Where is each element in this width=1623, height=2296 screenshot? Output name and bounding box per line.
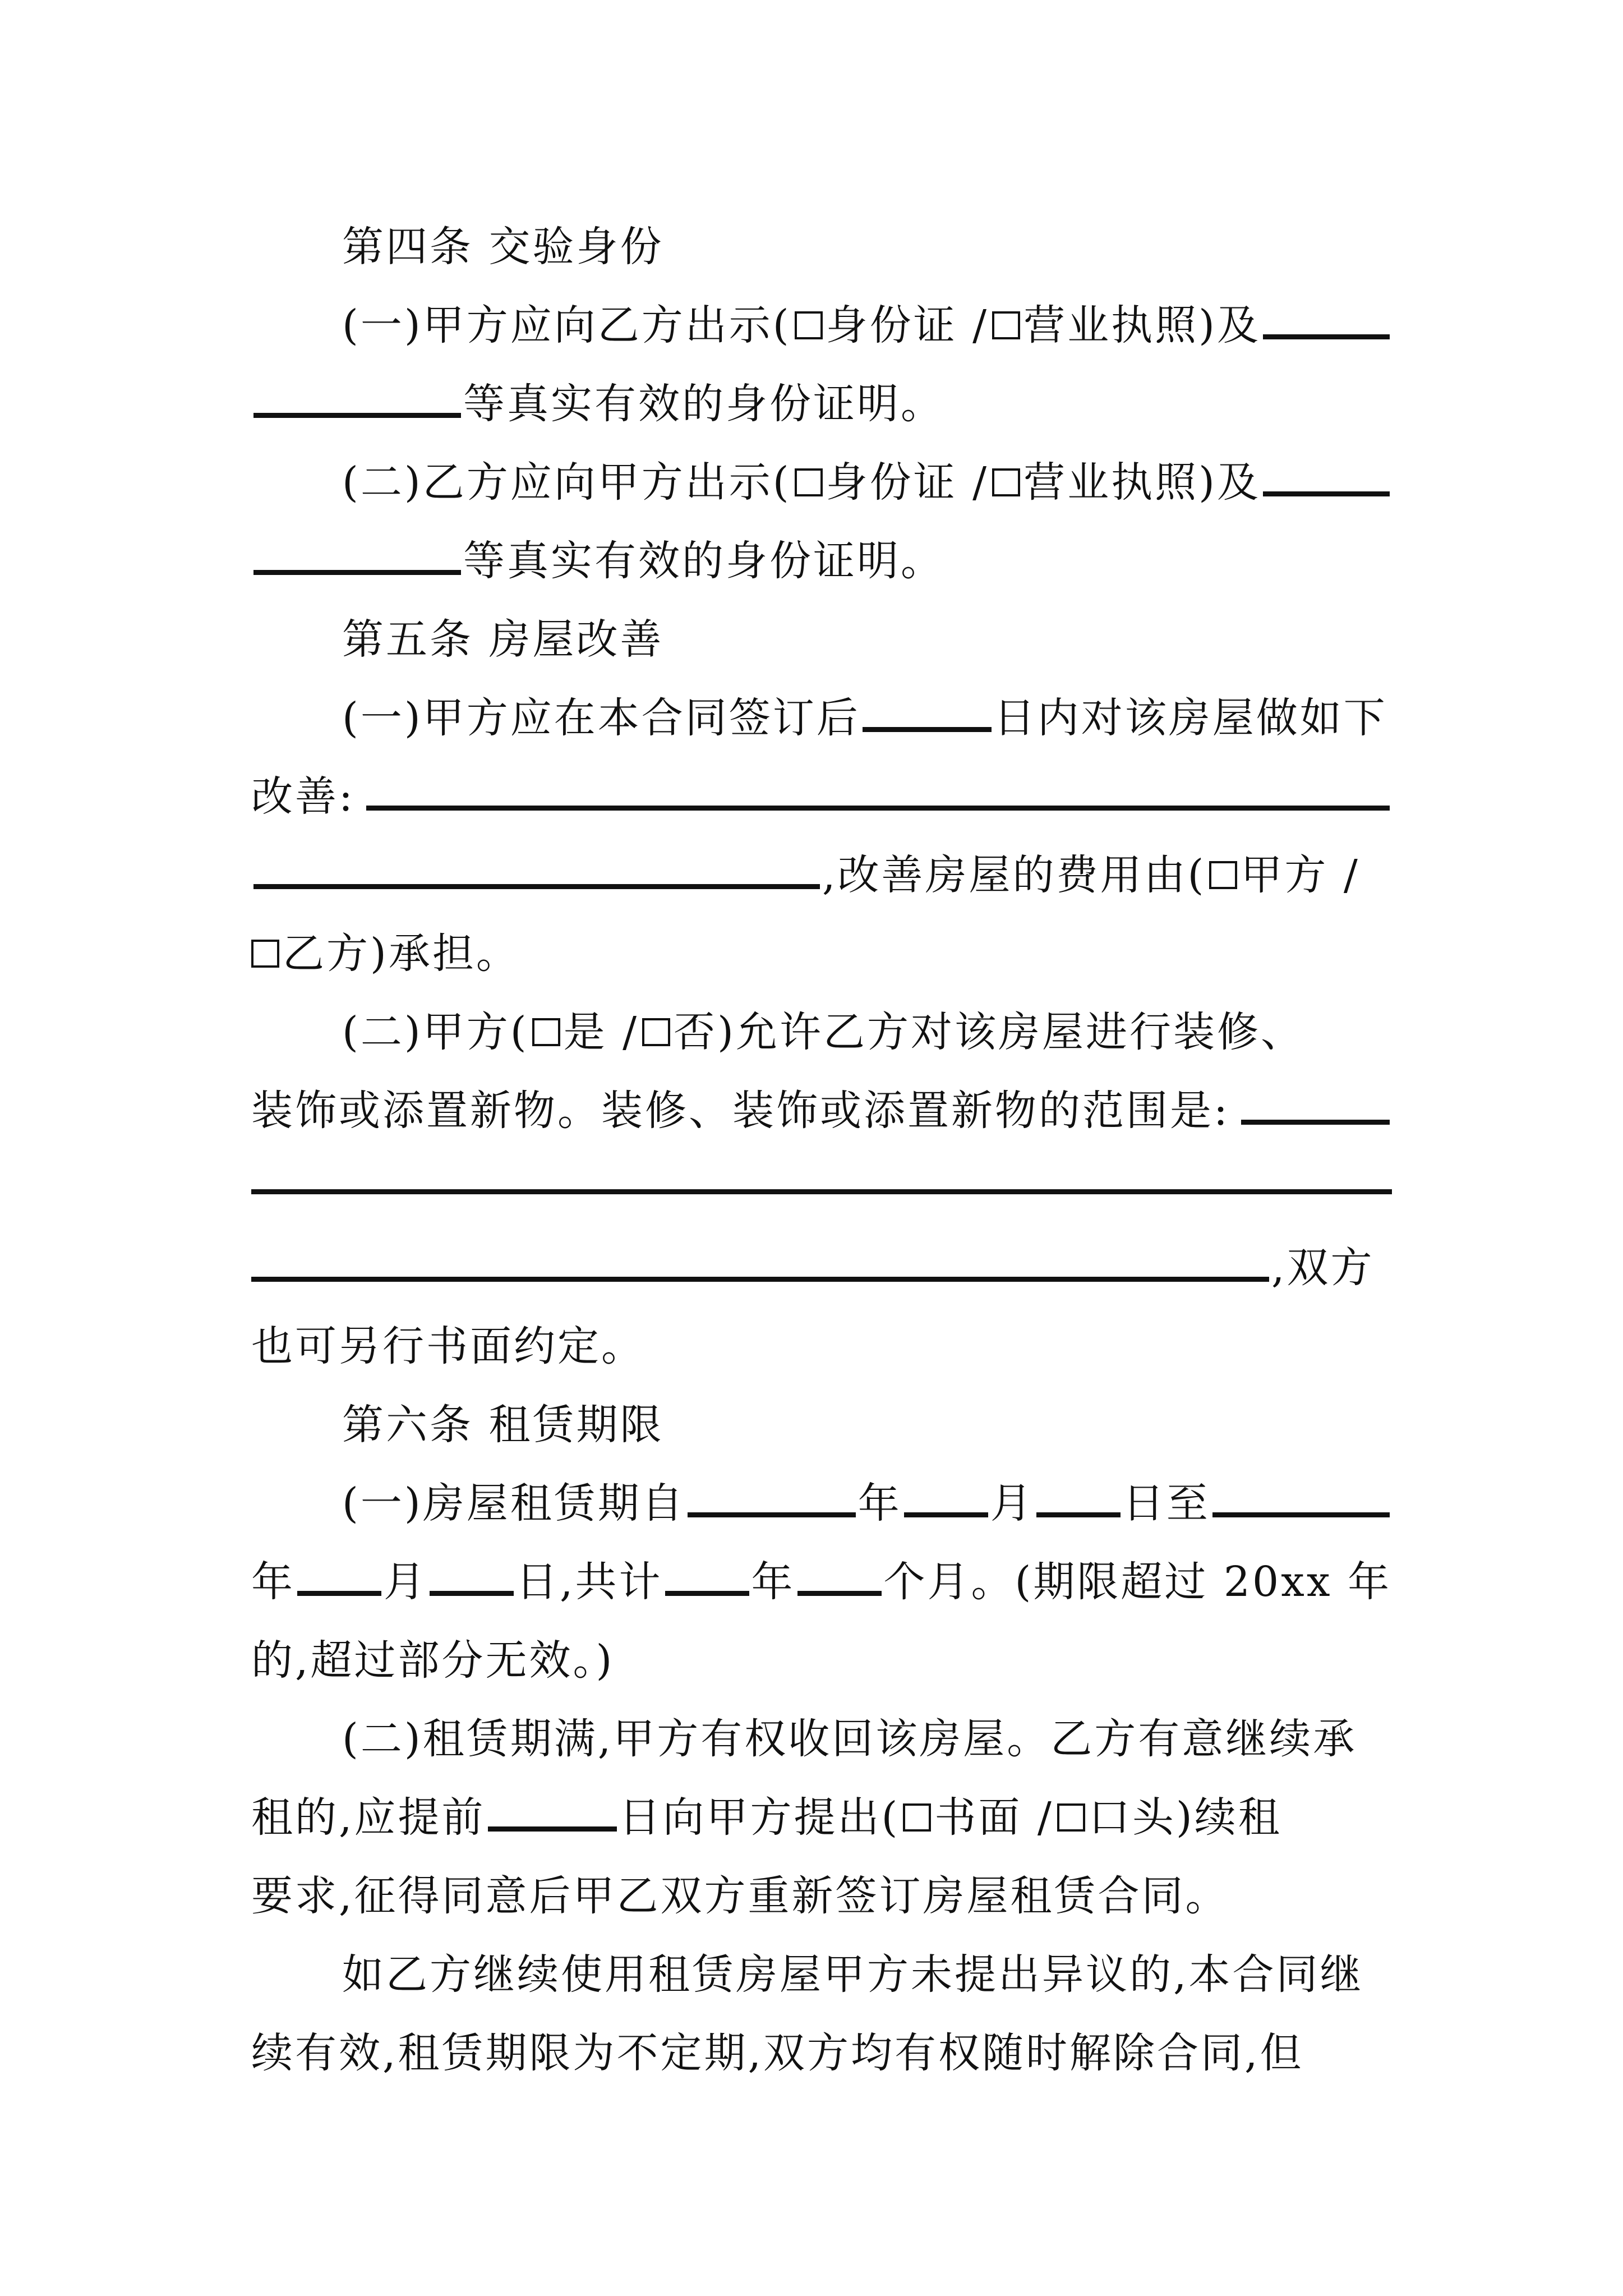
s6-p3-b: 续有效,租赁期限为不定期,双方均有权随时解除合同,但	[251, 2029, 1304, 2077]
blank-field[interactable]	[1036, 1473, 1121, 1517]
blank-field[interactable]	[297, 1552, 381, 1596]
s5-p2-e: ,双方	[1271, 1244, 1375, 1292]
blank-field[interactable]	[366, 766, 1390, 811]
s6-p3-line2	[251, 2014, 1392, 2092]
blank-field[interactable]	[251, 1150, 1392, 1194]
s5-p1-line2	[251, 757, 1392, 836]
blank-field[interactable]	[251, 1237, 1269, 1282]
s5-p2-c: 否)允许乙方对该房屋进行装修、	[674, 1008, 1304, 1056]
s6-p1-b-year: 年	[251, 1558, 295, 1606]
s5-p1-a: (一)甲方应在本合同签订后	[342, 694, 860, 742]
s6-p3-line1	[251, 1935, 1392, 2014]
s5-p2-line1	[251, 993, 1392, 1071]
s6-p1-month: 月	[990, 1479, 1034, 1527]
s6-p2-d: 书面 /	[934, 1793, 1054, 1842]
section-6-title	[251, 1386, 1392, 1464]
s6-p1-line2	[251, 1543, 1392, 1621]
s5-p1-f: 乙方)承担。	[283, 930, 520, 978]
s4-p1-opt1: 身份证 /	[826, 301, 989, 349]
s6-p3-a: 如乙方继续使用租赁房屋甲方未提出异议的,本合同继	[342, 1950, 1364, 1999]
s4-p2-line2	[251, 522, 1392, 600]
section-title: 第五条 房屋改善	[342, 615, 664, 664]
checkbox-business-license[interactable]	[992, 468, 1020, 496]
s4-p1-suffix: 等真实有效的身份证明。	[463, 380, 944, 428]
s5-p2-f: 也可另行书面约定。	[251, 1322, 645, 1370]
s4-p1-opt2: 营业执照)及	[1023, 301, 1261, 349]
s6-p2-line1	[251, 1700, 1392, 1778]
s5-p1-c: 改善:	[251, 772, 355, 821]
blank-field[interactable]	[1263, 452, 1390, 496]
blank-field[interactable]	[863, 688, 992, 732]
s6-p2-a: (二)租赁期满,甲方有权收回该房屋。乙方有意继续承	[342, 1715, 1357, 1763]
s4-p1-line1	[251, 286, 1392, 365]
checkbox-no[interactable]	[642, 1018, 670, 1046]
checkbox-business-license[interactable]	[992, 311, 1020, 339]
section-5-title	[251, 600, 1392, 679]
s4-p2-opt1: 身份证 /	[826, 458, 989, 507]
s5-p1-b: 日内对该房屋做如下	[993, 694, 1387, 742]
checkbox-yes[interactable]	[532, 1018, 560, 1046]
section-title: 第四条 交验身份	[342, 223, 664, 271]
s4-p2-line1	[251, 443, 1392, 522]
s6-p1-b-years: 年	[751, 1558, 795, 1606]
s6-p1-b-day: 日,共计	[516, 1558, 663, 1606]
s5-p2-line2	[251, 1071, 1392, 1150]
blank-field[interactable]	[1212, 1473, 1390, 1517]
s6-p1-c: 的,超过部分无效。)	[251, 1636, 615, 1685]
blank-field[interactable]	[1241, 1080, 1390, 1125]
blank-field[interactable]	[253, 845, 820, 889]
s6-p1-b-month: 月	[384, 1558, 427, 1606]
checkbox-party-a[interactable]	[1209, 861, 1237, 889]
blank-field[interactable]	[253, 531, 461, 575]
blank-field[interactable]	[797, 1552, 882, 1596]
checkbox-id-card[interactable]	[795, 311, 823, 339]
s6-p2-f: 要求,征得同意后甲乙双方重新签订房屋租赁合同。	[251, 1872, 1229, 1920]
s4-p2-opt2: 营业执照)及	[1023, 458, 1261, 507]
s4-p2-prefix: (二)乙方应向甲方出示(	[342, 458, 791, 507]
blank-field[interactable]	[253, 374, 461, 418]
s5-p2-a: (二)甲方(	[342, 1008, 529, 1056]
s6-p1-day-to: 日至	[1122, 1479, 1210, 1527]
blank-field[interactable]	[488, 1787, 617, 1832]
s5-p1-d: ,改善房屋的费用由(	[822, 851, 1206, 899]
s5-p1-e: 甲方 /	[1241, 851, 1360, 899]
checkbox-party-b[interactable]	[251, 940, 279, 968]
contract-body	[251, 208, 1392, 2092]
s6-p1-a: (一)房屋租赁期自	[342, 1479, 685, 1527]
s6-p2-e: 口头)续租	[1088, 1793, 1282, 1842]
blank-field[interactable]	[1263, 295, 1390, 339]
s6-p1-b-months: 个月。(期限超过 20xx 年	[883, 1558, 1392, 1606]
s6-p2-c: 日向甲方提出(	[619, 1793, 900, 1842]
checkbox-id-card[interactable]	[795, 468, 823, 496]
blank-field[interactable]	[665, 1552, 749, 1596]
s6-p1-year: 年	[857, 1479, 902, 1527]
section-title: 第六条 租赁期限	[342, 1401, 664, 1449]
s5-p2-b: 是 /	[563, 1008, 639, 1056]
s6-p1-line3	[251, 1621, 1392, 1700]
s5-p2-d: 装饰或添置新物。装修、装饰或添置新物的范围是:	[251, 1087, 1230, 1135]
s5-p1-line4	[251, 914, 1392, 993]
s6-p2-b: 租的,应提前	[251, 1793, 486, 1842]
s4-p1-prefix: (一)甲方应向乙方出示(	[342, 301, 791, 349]
blank-field[interactable]	[688, 1473, 856, 1517]
s5-p2-line3	[251, 1150, 1392, 1228]
s6-p2-line3	[251, 1857, 1392, 1935]
blank-field[interactable]	[904, 1473, 988, 1517]
s6-p1-line1	[251, 1464, 1392, 1543]
section-4-title	[251, 208, 1392, 286]
s4-p2-suffix: 等真实有效的身份证明。	[463, 537, 944, 585]
s4-p1-line2	[251, 365, 1392, 443]
checkbox-written[interactable]	[903, 1803, 931, 1832]
s5-p2-line5	[251, 1307, 1392, 1386]
s5-p1-line3	[251, 836, 1392, 914]
s5-p2-line4	[251, 1228, 1392, 1307]
blank-field[interactable]	[430, 1552, 514, 1596]
s6-p2-line2	[251, 1778, 1392, 1857]
checkbox-verbal[interactable]	[1057, 1803, 1085, 1832]
s5-p1-line1	[251, 679, 1392, 757]
